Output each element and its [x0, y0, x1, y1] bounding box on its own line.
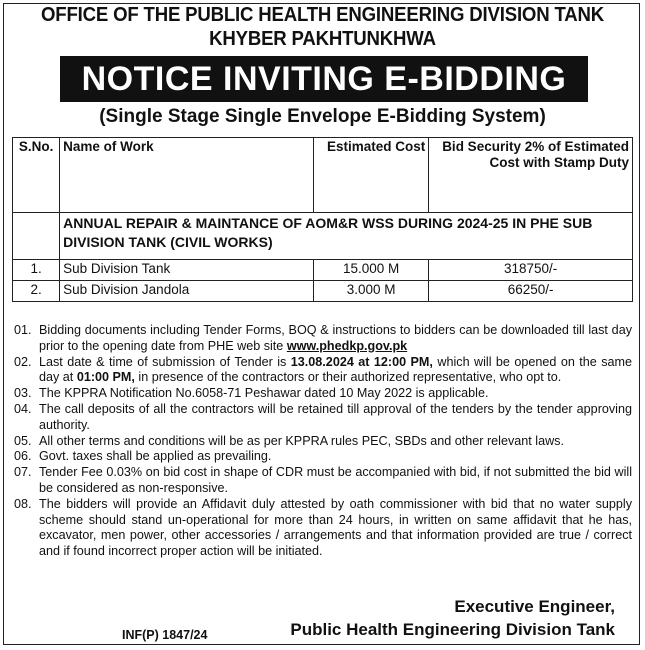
submission-deadline: 13.08.2024 at 12:00 PM,	[290, 354, 433, 369]
term-text: Bidding documents including Tender Forms, BOQ & instructions to bidders can be downloaded till last day prior to the opening date from PHE web site	[39, 323, 632, 353]
term-number: 02.	[14, 354, 32, 369]
col-sno: S.No.	[13, 138, 60, 213]
notice-banner: NOTICE INVITING E-BIDDING	[60, 56, 588, 102]
list-item	[14, 402, 632, 434]
signatory-office: Public Health Engineering Division Tank	[290, 620, 615, 639]
signatory-title: Executive Engineer,	[454, 597, 615, 616]
row-security: 318750/-	[429, 260, 633, 281]
col-estimated-cost: Estimated Cost	[313, 138, 428, 213]
list-item	[14, 465, 632, 497]
work-title-row	[13, 213, 633, 260]
work-title: ANNUAL REPAIR & MAINTANCE OF AOM&R WSS DURING 2024-25 IN PHE SUB DIVISION TANK (CIVIL WORKS)	[60, 213, 633, 260]
term-number: 03.	[14, 386, 32, 401]
term-number: 07.	[14, 465, 32, 480]
list-item	[14, 323, 632, 355]
list-item	[14, 386, 632, 402]
works-table	[12, 137, 633, 302]
row-sno: 1.	[13, 260, 60, 281]
row-cost: 3.000 M	[313, 281, 428, 302]
term-text: All other terms and conditions will be as per KPPRA rules PEC, SBDs and other relevant laws.	[39, 433, 564, 448]
term-number: 05.	[14, 433, 32, 448]
row-name: Sub Division Jandola	[60, 281, 314, 302]
list-item	[14, 497, 632, 560]
province-heading: KHYBER PAKHTUNKHWA	[209, 28, 436, 50]
list-item	[14, 434, 632, 450]
term-number: 04.	[14, 401, 32, 416]
table-header-row	[13, 138, 633, 213]
table-row	[13, 260, 633, 281]
term-text: The bidders will provide an Affidavit duly attested by oath commissioner with bid that no water supply scheme should stand un-operational for more than 24 hours, in written on same affidavit that he has, excavator, men power, other accessories / arrangements and that information provided are true / correct and if found incorrect proper action will be initiated.	[39, 496, 632, 559]
term-text: Govt. taxes shall be applied as prevailing.	[39, 449, 272, 464]
row-name: Sub Division Tank	[60, 260, 314, 281]
terms-list	[14, 323, 632, 560]
term-number: 01.	[14, 323, 32, 337]
row-security: 66250/-	[429, 281, 633, 302]
list-item: 02. Last date & time of submission of Tender is 13.08.2024 at 12:00 PM, which will be opened on the same day at 01:00 PM, in presence of the contractors or their authorized representative, who opt to.	[14, 354, 633, 385]
term-text: The KPPRA Notification No.6058-71 Peshawar dated 10 May 2022 is applicable.	[39, 386, 489, 401]
row-sno: 2.	[13, 281, 60, 302]
opening-time: 01:00 PM,	[76, 370, 135, 385]
website-link[interactable]: www.phedkp.gov.pk	[286, 338, 408, 353]
term-number: 08.	[14, 496, 32, 511]
col-name-of-work: Name of Work	[60, 138, 314, 213]
list-item	[14, 449, 632, 465]
term-text: The call deposits of all the contractors will be retained till approval of the tenders by the tender approving authority.	[39, 401, 632, 432]
col-bid-security: Bid Security 2% of Estimated Cost with Stamp Duty	[429, 138, 633, 213]
office-heading: OFFICE OF THE PUBLIC HEALTH ENGINEERING DIVISION TANK	[41, 4, 604, 26]
row-cost: 15.000 M	[313, 260, 428, 281]
publication-reference: INF(P) 1847/24	[122, 628, 208, 642]
bidding-system-subtitle: (Single Stage Single Envelope E-Bidding System)	[99, 106, 546, 127]
table-row	[13, 281, 633, 302]
term-text: Tender Fee 0.03% on bid cost in shape of CDR must be accompanied with bid, if not submitted the bid will be considered as non-responsive.	[39, 465, 632, 495]
term-number: 06.	[14, 449, 32, 464]
